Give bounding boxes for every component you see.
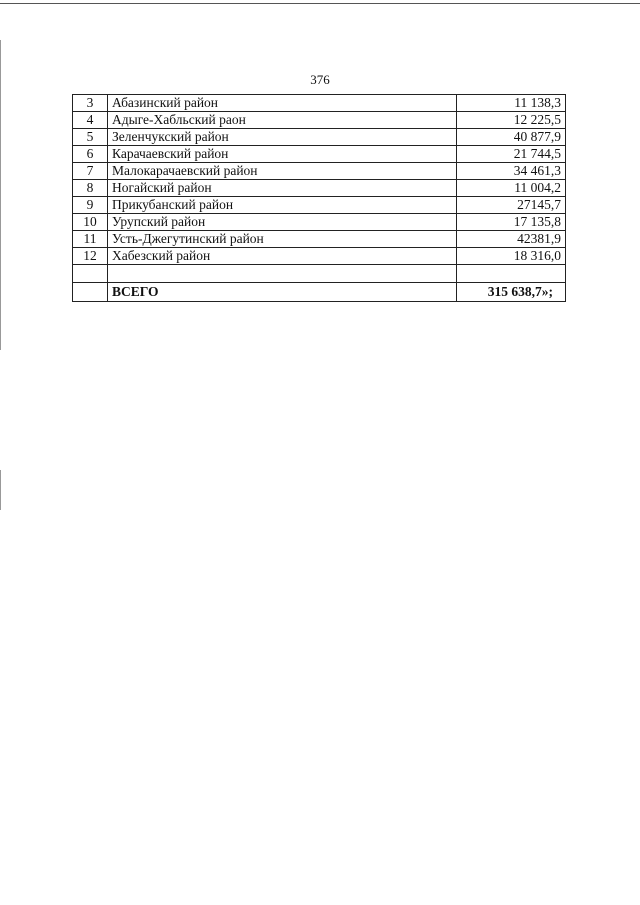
row-number: 7 xyxy=(73,163,108,180)
district-name: Адыге-Хабльский раон xyxy=(108,112,457,129)
row-number: 10 xyxy=(73,214,108,231)
row-number: 6 xyxy=(73,146,108,163)
district-value: 12 225,5 xyxy=(457,112,566,129)
district-value: 18 316,0 xyxy=(457,248,566,265)
table-row xyxy=(73,214,566,231)
district-value: 27145,7 xyxy=(457,197,566,214)
table-row xyxy=(73,231,566,248)
table-row xyxy=(73,112,566,129)
table-row xyxy=(73,95,566,112)
district-name: Урупский район xyxy=(108,214,457,231)
district-name: Прикубанский район xyxy=(108,197,457,214)
district-value: 42381,9 xyxy=(457,231,566,248)
row-number: 3 xyxy=(73,95,108,112)
empty-cell xyxy=(73,265,108,283)
district-name: Усть-Джегутинский район xyxy=(108,231,457,248)
district-value: 40 877,9 xyxy=(457,129,566,146)
total-value: 315 638,7»; xyxy=(457,283,566,302)
empty-row xyxy=(73,265,566,283)
table-row xyxy=(73,180,566,197)
district-name: Хабезский район xyxy=(108,248,457,265)
top-edge-line xyxy=(0,3,640,4)
total-label: ВСЕГО xyxy=(108,283,457,302)
district-name: Малокарачаевский район xyxy=(108,163,457,180)
district-name: Ногайский район xyxy=(108,180,457,197)
district-name: Абазинский район xyxy=(108,95,457,112)
table-row xyxy=(73,197,566,214)
district-value: 34 461,3 xyxy=(457,163,566,180)
empty-cell xyxy=(108,265,457,283)
district-table xyxy=(72,94,566,302)
table-row xyxy=(73,248,566,265)
page-number: 376 xyxy=(310,72,330,87)
district-value: 11 004,2 xyxy=(457,180,566,197)
row-number: 11 xyxy=(73,231,108,248)
row-number: 9 xyxy=(73,197,108,214)
total-row xyxy=(73,283,566,302)
district-name: Зеленчукский район xyxy=(108,129,457,146)
table-row xyxy=(73,146,566,163)
empty-cell xyxy=(457,265,566,283)
district-value: 17 135,8 xyxy=(457,214,566,231)
district-value: 21 744,5 xyxy=(457,146,566,163)
row-number: 8 xyxy=(73,180,108,197)
scan-edge-mark xyxy=(0,470,1,510)
district-name: Карачаевский район xyxy=(108,146,457,163)
row-number: 12 xyxy=(73,248,108,265)
empty-cell xyxy=(73,283,108,302)
table-row xyxy=(73,129,566,146)
row-number: 4 xyxy=(73,112,108,129)
table-row xyxy=(73,163,566,180)
district-value: 11 138,3 xyxy=(457,95,566,112)
row-number: 5 xyxy=(73,129,108,146)
